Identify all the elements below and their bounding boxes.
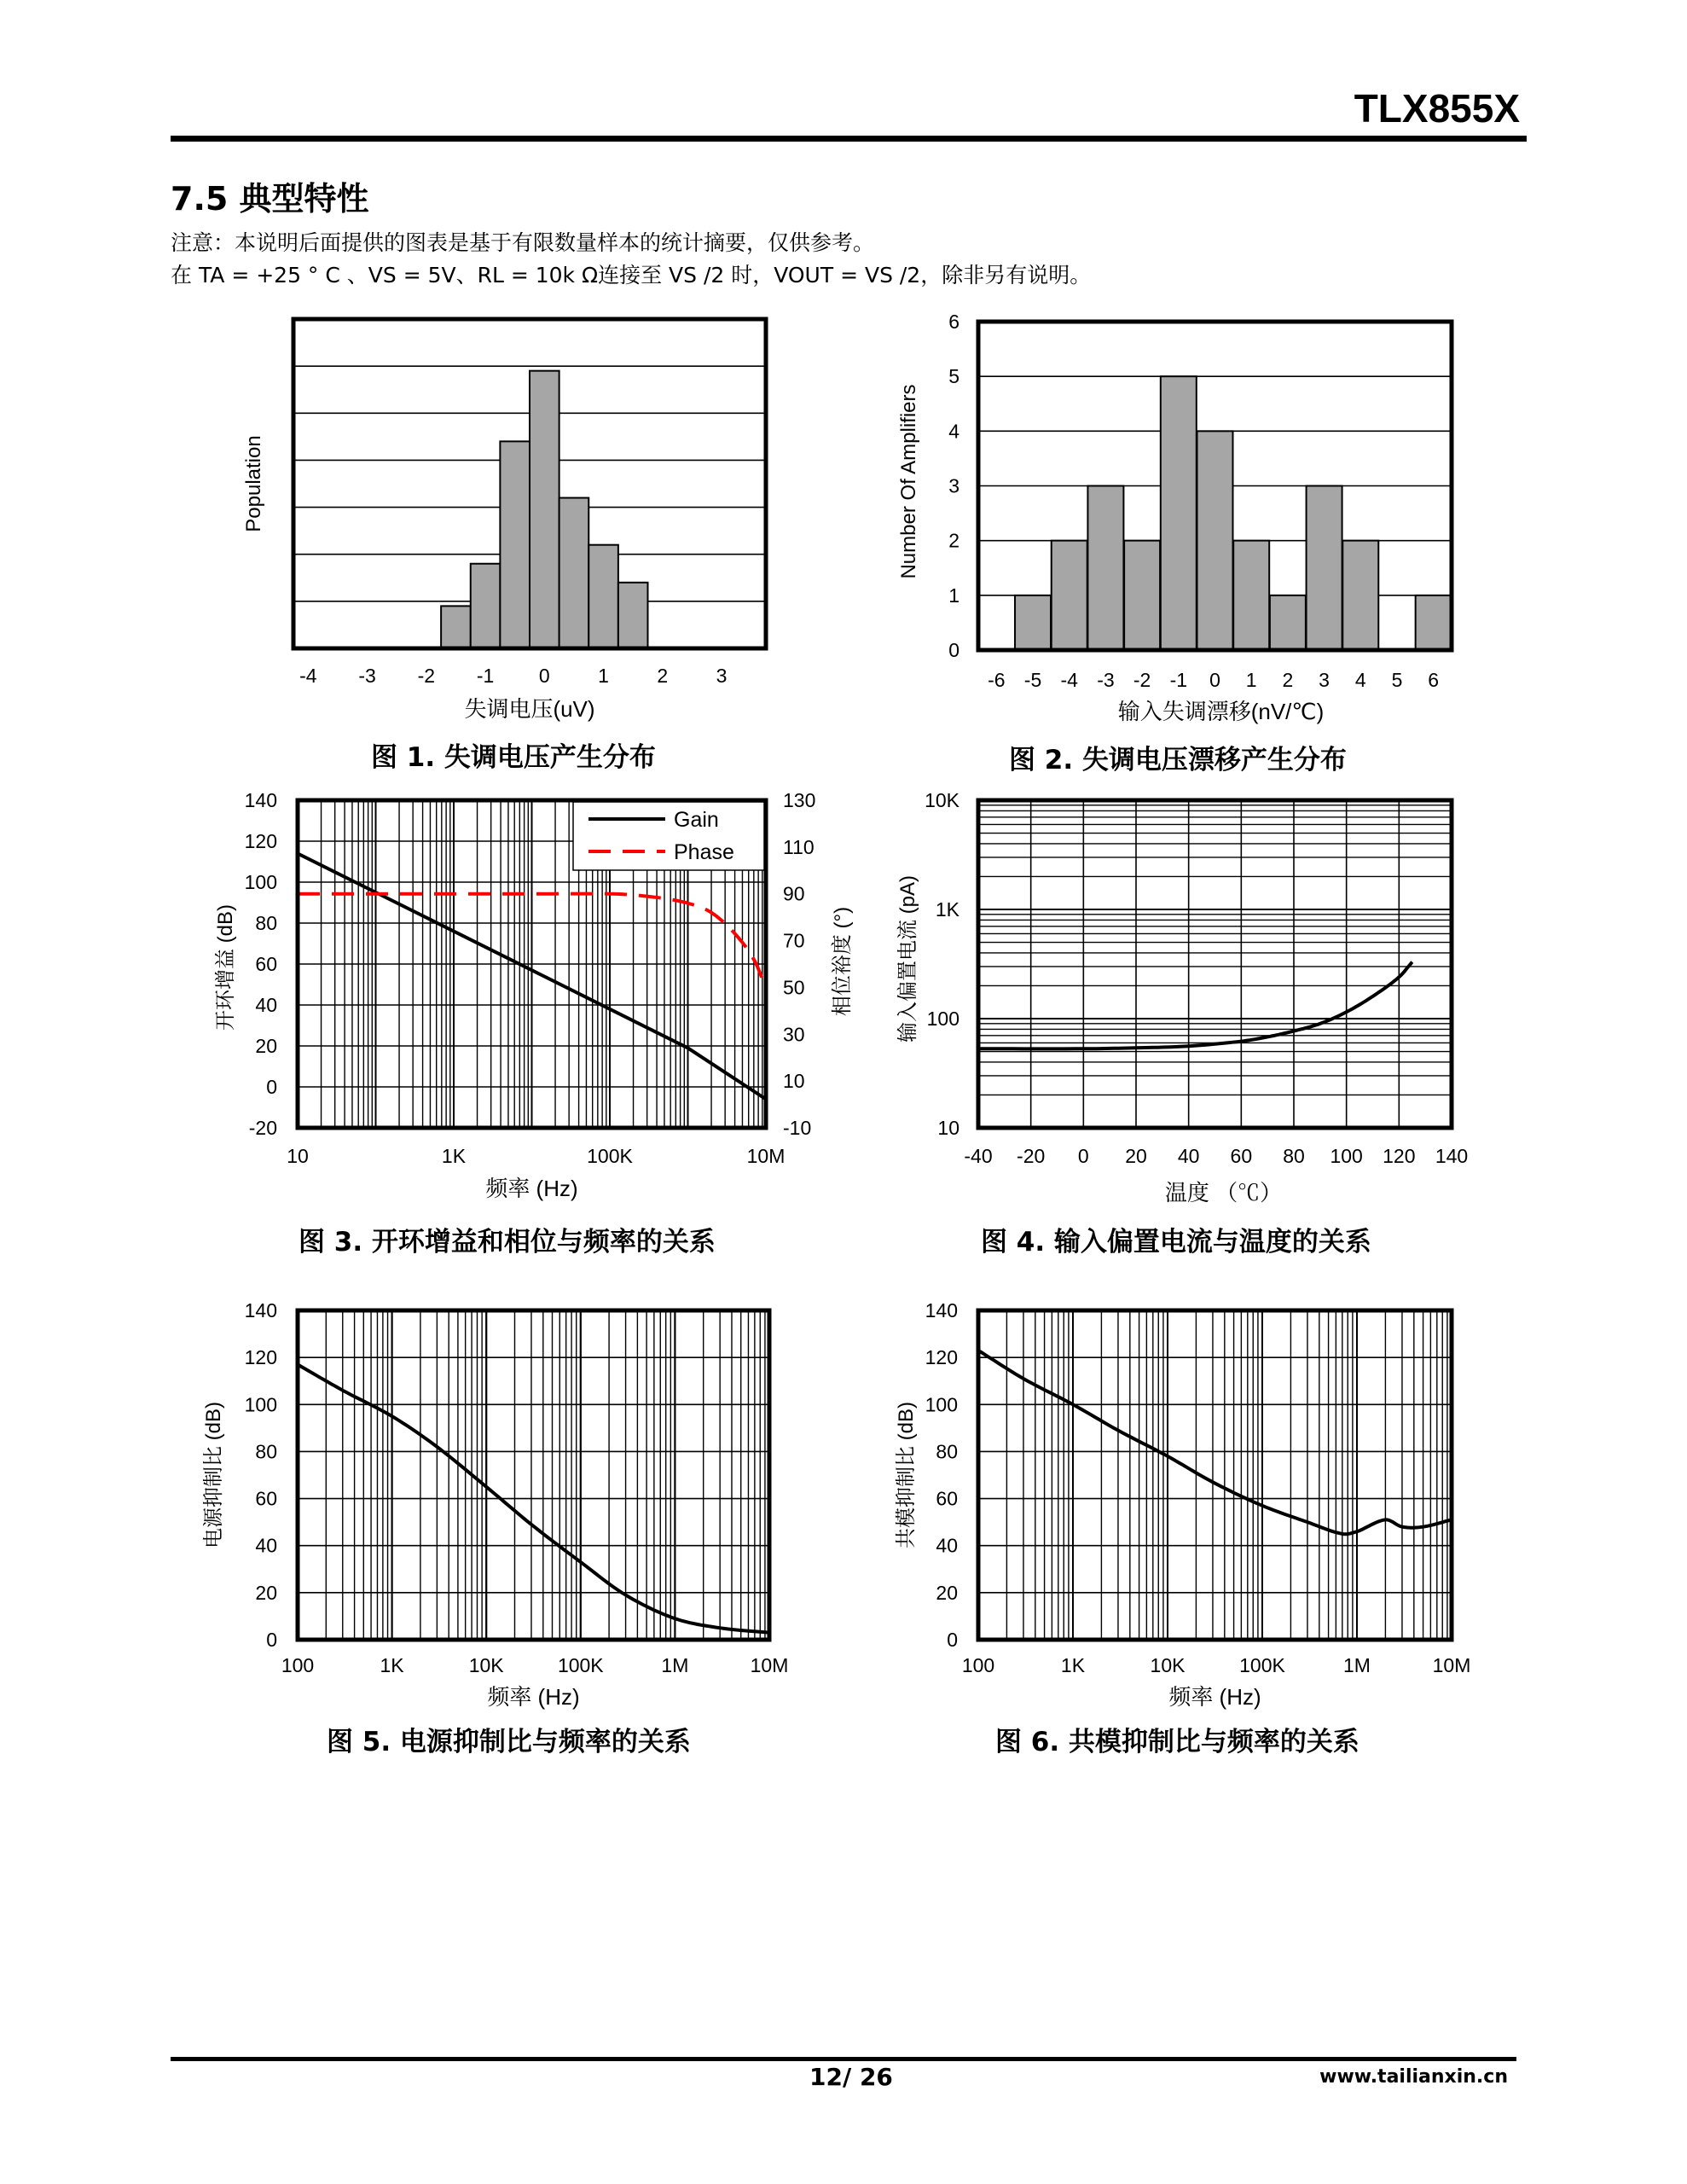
- figure-1-caption: 图 1. 失调电压产生分布: [371, 742, 656, 773]
- fig2-y-axis-label: Number Of Amplifiers: [897, 384, 920, 579]
- fig3-x-tick-label: 10M: [746, 1145, 786, 1167]
- fig6-x-tick-label: 100: [961, 1654, 995, 1676]
- fig4-x-tick-label: 100: [1330, 1145, 1363, 1167]
- fig6-x-axis-label: 频率 (Hz): [1168, 1684, 1261, 1710]
- fig6-y-tick-label: 120: [925, 1346, 958, 1369]
- fig1-bar: [588, 545, 618, 648]
- fig1-x-tick-label: 3: [716, 665, 728, 687]
- fig5-x-tick-label: 10K: [468, 1654, 504, 1676]
- fig2-x-axis-label: 输入失调漂移(nV/℃): [1117, 699, 1325, 724]
- fig1-bar: [618, 583, 648, 648]
- fig1-y-axis-label: Population: [242, 435, 265, 532]
- fig5-y-tick-label: 100: [244, 1393, 277, 1416]
- fig3-y2-tick-label: 10: [783, 1070, 805, 1093]
- fig2-y-tick-label: 3: [948, 474, 959, 497]
- fig4-x-tick-label: 120: [1383, 1145, 1416, 1167]
- fig2-y-tick-label: 6: [948, 311, 959, 333]
- fig4-x-tick-label: -20: [1017, 1145, 1046, 1167]
- footer-rule: [171, 2057, 1516, 2061]
- fig2-x-tick-label: -2: [1133, 669, 1151, 691]
- fig6-y-tick-label: 0: [947, 1629, 958, 1651]
- fig1-bar: [500, 441, 530, 648]
- fig6-y-tick-label: 80: [936, 1440, 958, 1463]
- fig4-y-tick-label: 100: [926, 1008, 959, 1030]
- fig2-bar: [1416, 595, 1452, 650]
- fig3-x-tick-label: 10: [287, 1145, 309, 1167]
- fig2-y-tick-label: 1: [948, 584, 959, 607]
- fig2-x-tick-label: 0: [1209, 669, 1220, 691]
- fig5-y-axis-label: 电源抑制比 (dB): [202, 1401, 225, 1549]
- fig5-y-tick-label: 120: [244, 1346, 277, 1369]
- fig2-bar: [1052, 541, 1087, 650]
- fig4-plot-frame: [978, 800, 1452, 1128]
- figure-5-caption: 图 5. 电源抑制比与频率的关系: [327, 1727, 691, 1757]
- fig4-y-tick-label: 1K: [935, 898, 959, 921]
- fig3-y-axis-label: 开环增益 (dB): [214, 903, 237, 1031]
- fig5-x-tick-label: 1M: [661, 1654, 689, 1676]
- fig4-x-tick-label: -40: [964, 1145, 993, 1167]
- fig6-x-tick-label: 10M: [1432, 1654, 1471, 1676]
- fig5-x-tick-label: 10M: [750, 1654, 789, 1676]
- fig2-y-tick-label: 2: [948, 529, 959, 552]
- fig2-x-tick-label: 2: [1282, 669, 1294, 691]
- figure-6-caption: 图 6. 共模抑制比与频率的关系: [995, 1727, 1359, 1757]
- website: www.tailianxin.cn: [1319, 2066, 1508, 2088]
- fig2-bar: [1342, 541, 1378, 650]
- fig2-x-tick-label: -1: [1169, 669, 1188, 691]
- fig2-bar: [1124, 541, 1160, 650]
- fig5-y-tick-label: 140: [244, 1299, 277, 1321]
- fig1-x-tick-label: 0: [538, 665, 550, 687]
- fig2-x-tick-label: 4: [1354, 669, 1366, 691]
- fig2-bar: [1233, 541, 1269, 650]
- fig4-x-tick-label: 140: [1435, 1145, 1469, 1167]
- fig6-plot-frame: [978, 1310, 1452, 1640]
- fig4-x-axis-label: 温度 （℃）: [1164, 1180, 1283, 1205]
- fig3-y2-tick-label: 70: [783, 929, 805, 952]
- fig5-x-tick-label: 100K: [557, 1654, 604, 1676]
- fig4-x-tick-label: 80: [1283, 1145, 1305, 1167]
- fig5-y-tick-label: 80: [255, 1440, 277, 1463]
- fig3-legend-phase-label: Phase: [674, 840, 734, 864]
- fig4-x-tick-label: 20: [1125, 1145, 1147, 1167]
- fig2-bar: [1015, 595, 1051, 650]
- fig2-x-tick-label: -4: [1060, 669, 1078, 691]
- fig3-y-tick-label: 140: [244, 789, 277, 811]
- fig2-x-tick-label: 1: [1245, 669, 1257, 691]
- fig5-y-tick-label: 20: [255, 1581, 277, 1604]
- fig2-x-tick-label: -5: [1023, 669, 1042, 691]
- figure-3-caption: 图 3. 开环增益和相位与频率的关系: [299, 1227, 716, 1258]
- fig5-x-tick-label: 1K: [380, 1654, 404, 1676]
- fig1-x-tick-label: -1: [476, 665, 495, 687]
- fig4-x-tick-label: 40: [1177, 1145, 1200, 1167]
- fig5-plot-frame: [298, 1310, 769, 1640]
- section-note: 注意：本说明后面提供的图表是基于有限数量样本的统计摘要，仅供参考。: [171, 230, 875, 255]
- fig1-x-tick-label: -4: [299, 665, 317, 687]
- fig4-y-axis-label: 输入偏置电流 (pA): [896, 874, 919, 1043]
- fig3-y-tick-label: 80: [255, 912, 277, 934]
- fig1-bar: [530, 371, 559, 648]
- fig6-y-tick-label: 20: [936, 1581, 958, 1604]
- fig3-y2-tick-label: 50: [783, 976, 805, 999]
- fig5-y-tick-label: 0: [266, 1629, 277, 1651]
- fig3-x-tick-label: 1K: [441, 1145, 467, 1167]
- fig1-x-tick-label: -3: [358, 665, 376, 687]
- fig2-x-tick-label: -6: [988, 669, 1006, 691]
- fig6-y-tick-label: 40: [936, 1534, 958, 1557]
- fig6-x-tick-label: 1K: [1060, 1654, 1086, 1676]
- fig2-x-tick-label: 5: [1391, 669, 1403, 691]
- fig3-secondary-y-axis-label: 相位裕度 (°): [831, 906, 854, 1017]
- fig2-bar: [1197, 431, 1233, 650]
- fig3-y2-tick-label: 110: [783, 835, 815, 858]
- fig3-y2-tick-label: -10: [783, 1117, 812, 1139]
- figure-2-caption: 图 2. 失调电压漂移产生分布: [1009, 745, 1347, 775]
- fig3-y2-tick-label: 30: [783, 1023, 805, 1046]
- fig2-x-tick-label: -3: [1097, 669, 1115, 691]
- fig3-y-tick-label: 40: [255, 994, 277, 1016]
- fig1-x-axis-label: 失调电压(uV): [464, 696, 595, 722]
- fig3-legend-gain-label: Gain: [674, 808, 719, 832]
- fig1-bar: [441, 606, 471, 648]
- fig3-legend-box: [573, 802, 764, 870]
- fig6-x-tick-label: 100K: [1239, 1654, 1285, 1676]
- fig3-y2-tick-label: 90: [783, 882, 805, 905]
- part-number: TLX855X: [1354, 86, 1520, 131]
- fig3-x-tick-label: 100K: [587, 1145, 633, 1167]
- fig2-y-tick-label: 4: [948, 420, 959, 443]
- fig3-y-tick-label: -20: [248, 1117, 277, 1139]
- fig1-bar: [471, 564, 501, 648]
- fig3-y-tick-label: 120: [244, 830, 277, 852]
- fig2-x-tick-label: 3: [1319, 669, 1330, 691]
- fig3-y-tick-label: 20: [255, 1035, 277, 1057]
- fig6-y-tick-label: 60: [936, 1487, 958, 1510]
- fig2-bar: [1087, 486, 1123, 651]
- fig1-x-tick-label: 1: [598, 665, 609, 687]
- fig5-x-tick-label: 100: [281, 1654, 315, 1676]
- fig4-y-tick-label: 10: [937, 1117, 959, 1139]
- fig6-x-tick-label: 10K: [1150, 1654, 1186, 1676]
- fig2-y-tick-label: 0: [948, 639, 959, 661]
- fig6-y-axis-label: 共模抑制比 (dB): [895, 1401, 918, 1549]
- fig3-x-axis-label: 频率 (Hz): [485, 1176, 578, 1201]
- fig1-bar: [559, 498, 589, 648]
- fig2-y-tick-label: 5: [948, 365, 959, 388]
- fig6-cmrr-line: [978, 1350, 1452, 1534]
- figure-4-caption: 图 4. 输入偏置电流与温度的关系: [981, 1227, 1371, 1258]
- fig1-x-tick-label: 2: [657, 665, 669, 687]
- section-title: 7.5 典型特性: [171, 180, 369, 218]
- fig4-y-tick-label: 10K: [925, 789, 959, 811]
- fig2-bar: [1270, 595, 1306, 650]
- fig2-bar: [1161, 376, 1197, 650]
- fig2-bar: [1307, 486, 1342, 651]
- fig3-y-tick-label: 60: [255, 953, 277, 975]
- fig3-y-tick-label: 0: [266, 1076, 277, 1098]
- fig6-y-tick-label: 100: [925, 1393, 958, 1416]
- fig4-x-tick-label: 0: [1077, 1145, 1089, 1167]
- fig1-x-tick-label: -2: [417, 665, 436, 687]
- fig3-y2-tick-label: 130: [783, 789, 816, 811]
- fig2-x-tick-label: 6: [1428, 669, 1440, 691]
- fig5-y-tick-label: 60: [255, 1487, 277, 1510]
- fig6-x-tick-label: 1M: [1343, 1654, 1371, 1676]
- fig5-y-tick-label: 40: [255, 1534, 277, 1557]
- fig6-y-tick-label: 140: [925, 1299, 958, 1321]
- conditions-note: 在 TA = +25 ° C 、VS = 5V、RL = 10k Ω连接至 VS /2 时，VOUT = VS /2，除非另有说明。: [171, 263, 1092, 288]
- fig4-x-tick-label: 60: [1230, 1145, 1253, 1167]
- page-number: 12/ 26: [809, 2063, 893, 2091]
- fig3-y-tick-label: 100: [244, 871, 277, 893]
- fig5-x-axis-label: 频率 (Hz): [487, 1684, 580, 1710]
